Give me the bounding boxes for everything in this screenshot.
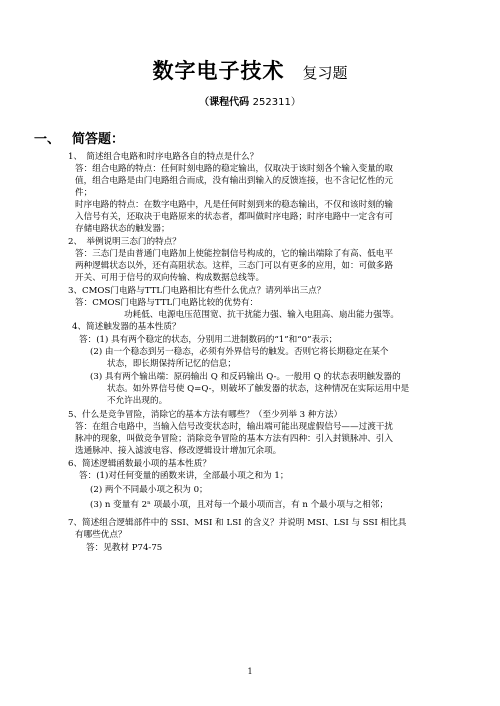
answer-line: 状态。如外界信号使 Q=Q-，则破坏了触发器的状态，这种情况在实际运用中是 — [107, 384, 410, 394]
question-2: 2、 举例说明三态门的特点？ — [68, 237, 181, 247]
answer-line: 答：组合电路的特点：任何时刻电路的稳定输出，仅取决于该时刻各个输入变量的取 — [75, 164, 393, 174]
answer-line: 答：见教材 P74-75 — [86, 543, 163, 553]
answer-line: (2) 两个不同最小项之积为 0； — [90, 485, 208, 495]
question-4: 4、简述触发器的基本性质？ — [72, 322, 181, 332]
answer-line: 入信号有关，还取决于电路原来的状态者，都叫做时序电路；时序电路中一定含有可 — [75, 212, 393, 222]
answer-line: 开关、可用于信号的双向传输、构成数据总线等。 — [75, 273, 265, 283]
document-title — [0, 55, 500, 85]
question-1: 1、 简述组合电路和时序电路各自的特点是什么？ — [68, 152, 259, 162]
answer-line: 两种逻辑状态以外，还有高阻状态。这样，三态门可以有更多的应用，如：可做多路 — [75, 261, 393, 271]
section-heading — [34, 128, 124, 147]
course-code — [0, 93, 500, 108]
question-line: 有哪些优点？ — [75, 530, 127, 540]
section-title: 简答题： — [72, 132, 125, 147]
course-code-number: 252311） — [252, 97, 301, 108]
answer-line: 状态，即长期保持所记忆的信息； — [107, 359, 236, 369]
answer-line: 脉冲的现象，叫做竞争冒险；消除竞争冒险的基本方法有四种：引入封锁脉冲、引入 — [75, 434, 393, 444]
answer-line: 答：(1)对任何变量的函数来讲，全部最小项之和为 1； — [79, 471, 289, 481]
title-main: 数字电子技术 — [152, 58, 285, 83]
answer-line: 答：在组合电路中，当输入信号改变状态时，输出端可能出现虚假信号——过渡干扰 — [75, 422, 393, 432]
answer-line: (2) 由一个稳态到另一稳态，必须有外界信号的触发。否则它将长期稳定在某个 — [90, 347, 389, 357]
question-6: 6、简述逻辑函数最小项的基本性质？ — [68, 459, 211, 469]
question-3: 3、CMOS门电路与TTL门电路相比有些什么优点？请列举出三点？ — [68, 286, 326, 296]
answer-line: 值，组合电路是由门电路组合而成，没有输出到输入的反馈连接，也不含记忆性的元 — [75, 176, 393, 186]
answer-line: 答：(1) 具有两个稳定的状态，分别用二进制数码的“1”和“0”表示； — [79, 335, 338, 345]
answer-line: 件； — [75, 188, 93, 198]
question-5: 5、什么是竞争冒险，消除它的基本方法有哪些？（至少列举 3 种方法） — [68, 410, 343, 420]
course-code-label: （课程代码 — [199, 97, 250, 108]
answer-line: 答：CMOS门电路与TTL门电路比较的优势有： — [75, 298, 259, 308]
answer-line: 选通脉冲、接入滤波电容、修改逻辑设计增加冗余项。 — [75, 446, 282, 456]
answer-line: 不允许出现的。 — [107, 396, 168, 406]
section-number: 一、 — [34, 132, 61, 147]
answer-line: 存储电路状态的触发器； — [75, 224, 170, 234]
title-subtitle: 复习题 — [302, 64, 348, 82]
answer-line: 时序电路的特点：在数字电路中，凡是任何时刻到来的稳态输出，不仅和该时刻的输 — [75, 200, 393, 210]
answer-line: (3) n 变量有 2ⁿ 项最小项，且对每一个最小项而言，有 n 个最小项与之相邻； — [90, 500, 389, 510]
answer-line: 答：三态门是由普通门电路加上使能控制信号构成的，它的输出端除了有高、低电平 — [75, 249, 393, 259]
page-number: 1 — [247, 667, 253, 676]
answer-line: (3) 具有两个输出端：原码输出 Q 和反码输出 Q-。一般用 Q 的状态表明触发器的 — [90, 372, 401, 382]
question-7: 7、简述组合逻辑部件中的 SSI、MSI 和 LSI 的含义？并说明 MSI、LSI 与 SSI 相比具 — [68, 518, 407, 528]
answer-line: 功耗低、电源电压范围宽、抗干扰能力强、输入电阻高、扇出能力强等。 — [124, 310, 400, 320]
